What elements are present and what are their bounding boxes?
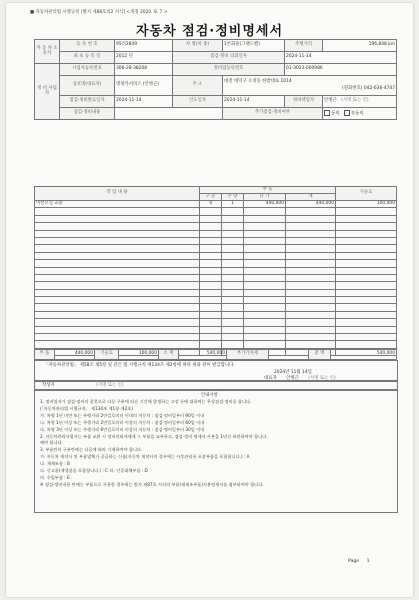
empty-cell	[286, 252, 336, 259]
empty-cell	[336, 289, 397, 296]
empty-cell	[336, 304, 397, 311]
empty-table-row	[35, 215, 397, 222]
empty-cell	[200, 208, 222, 215]
empty-cell	[200, 304, 222, 311]
empty-cell	[222, 341, 244, 348]
empty-table-row	[35, 230, 397, 237]
empty-cell	[286, 289, 336, 296]
notice-line: 가. 차령 1년 미만 또는 주행거리 2만킬로미터 이내의 자동차 : 점검·정비일부터 90일 이내	[40, 412, 205, 418]
empty-cell	[222, 223, 244, 230]
empty-table-row	[35, 208, 397, 215]
empty-cell	[35, 223, 200, 230]
empty-cell	[286, 215, 336, 222]
issuer-name: 안병근	[286, 376, 299, 381]
empty-cell	[286, 230, 336, 237]
total-labor-value: 100,000	[119, 350, 159, 360]
col-unit-header: 단 가	[244, 194, 286, 201]
empty-cell	[200, 334, 222, 341]
empty-cell	[222, 311, 244, 318]
empty-cell	[336, 215, 397, 222]
empty-cell	[336, 223, 397, 230]
empty-cell	[222, 334, 244, 341]
mechanic-label: 정비책임자	[285, 96, 323, 108]
finish-date-value: 2024-11-14	[115, 96, 173, 108]
empty-cell	[222, 208, 244, 215]
empty-cell	[35, 326, 200, 333]
form-header-note: ■ 자동차관리법 시행규칙 [별지 제88호의2 서식] <개정 2020. 8. 7.>	[30, 10, 168, 15]
empty-cell	[244, 274, 286, 281]
empty-cell	[244, 230, 286, 237]
empty-cell	[244, 326, 286, 333]
vat-label: 부가가치세	[227, 350, 269, 360]
delivery-date-value: 2024-11-14	[223, 96, 285, 108]
empty-table-row	[35, 245, 397, 252]
subtotal-label: 소 계	[159, 350, 179, 360]
empty-cell	[286, 267, 336, 274]
type-cell: 정	[200, 201, 222, 208]
total-labor-label: 기술료	[95, 350, 119, 360]
work-name-cell: 미션오일 교환	[35, 201, 200, 208]
empty-cell	[200, 230, 222, 237]
empty-cell	[336, 282, 397, 289]
empty-cell	[286, 311, 336, 318]
empty-cell	[336, 237, 397, 244]
empty-cell	[222, 319, 244, 326]
company-value: 명성카서비스 (안병근)	[115, 76, 173, 96]
owner-section-label: 자 동 차 소유자	[35, 40, 60, 64]
empty-cell	[244, 208, 286, 215]
empty-cell	[200, 245, 222, 252]
notice-line: 나. 차령 1년 이상 또는 주행거리 2만킬로미터 이상의 자동차 : 점검·정비일부터 60일 이내	[40, 419, 205, 425]
empty-table-row	[35, 223, 397, 230]
empty-cell	[244, 334, 286, 341]
reg-no-value: 95러2849	[115, 40, 173, 52]
empty-cell	[35, 215, 200, 222]
empty-cell	[222, 282, 244, 289]
grand-total-label: 총 액	[309, 350, 331, 360]
empty-table-row	[35, 289, 397, 296]
empty-cell	[336, 297, 397, 304]
empty-cell	[286, 319, 336, 326]
mechanic-sign: (서명 또는 인)	[341, 98, 369, 104]
empty-cell	[336, 326, 397, 333]
empty-cell	[35, 260, 200, 267]
inspection-date-value: 2024-11-14	[285, 52, 397, 64]
empty-cell	[244, 260, 286, 267]
empty-cell	[200, 237, 222, 244]
empty-cell	[200, 267, 222, 274]
extra-label: 추가점검·정비여부	[223, 108, 323, 120]
empty-cell	[35, 304, 200, 311]
qty-cell: 1	[222, 201, 244, 208]
empty-table-row	[35, 282, 397, 289]
phone-value: 042-636-4747	[363, 86, 395, 91]
extra-check-cell[interactable]	[323, 108, 397, 120]
empty-cell	[286, 223, 336, 230]
empty-cell	[336, 334, 397, 341]
empty-table-row	[35, 304, 397, 311]
empty-cell	[244, 341, 286, 348]
total-parts-label: 부 품	[35, 350, 55, 360]
empty-table-row	[35, 319, 397, 326]
issuer-sign: (서명 또는 인)	[308, 376, 336, 381]
empty-cell	[35, 289, 200, 296]
col-qty-header: 수 량	[222, 194, 244, 201]
empty-cell	[244, 297, 286, 304]
empty-cell	[222, 215, 244, 222]
empty-cell	[200, 297, 222, 304]
phone-label: (전화번호)	[342, 86, 363, 91]
empty-cell	[200, 282, 222, 289]
empty-cell	[35, 274, 200, 281]
shop-reg-no-value: 01-3023-000986	[285, 64, 397, 76]
empty-table-row	[35, 326, 397, 333]
first-reg-value: 2012 년	[115, 52, 173, 64]
empty-cell	[222, 274, 244, 281]
writer-sign: (서명 또는 인)	[96, 383, 124, 388]
empty-cell	[244, 237, 286, 244]
empty-cell	[200, 223, 222, 230]
empty-cell	[222, 245, 244, 252]
empty-cell	[200, 252, 222, 259]
mileage-value: 196,848 km	[323, 40, 397, 52]
notice-line: (「자동차관리법 시행규칙」 제134조 제1항 제2호)	[40, 405, 133, 411]
empty-cell	[336, 311, 397, 318]
agree-label: 동의	[331, 111, 340, 117]
empty-table-row	[35, 341, 397, 348]
work-items-table	[34, 186, 397, 356]
empty-cell	[336, 252, 397, 259]
empty-cell	[336, 274, 397, 281]
empty-cell	[286, 297, 336, 304]
empty-cell	[286, 326, 336, 333]
issue-date: 2024년 11월 14일	[274, 370, 312, 375]
empty-cell	[200, 319, 222, 326]
agree-checkbox[interactable]	[324, 110, 330, 116]
empty-cell	[200, 274, 222, 281]
vehicle-info-table	[34, 39, 397, 120]
empty-cell	[336, 230, 397, 237]
notice-line: ※ 점검·정비내용 란에는 부품으로 사용한 경우에는 별지 제87호 서식의 부품(재제조부품)사용명세서를 첨부하여야 합니다.	[40, 481, 264, 487]
empty-table-row	[35, 274, 397, 281]
empty-cell	[244, 223, 286, 230]
total-parts-value: 440,000	[55, 350, 95, 360]
empty-cell	[286, 245, 336, 252]
empty-cell	[336, 245, 397, 252]
empty-cell	[35, 319, 200, 326]
writer-label: 작성자	[42, 383, 55, 388]
empty-table-row	[35, 297, 397, 304]
empty-cell	[35, 237, 200, 244]
empty-cell	[336, 208, 397, 215]
car-name-label: 차 명(차 종)	[173, 40, 223, 52]
unit-cell: 440,000	[244, 201, 286, 208]
page-number: 1	[366, 559, 370, 564]
company-label: 상호명(대표자)	[60, 76, 115, 96]
parts-header: 부 품	[200, 187, 336, 194]
empty-cell	[200, 311, 222, 318]
notice-title: 안내사항	[201, 393, 218, 398]
empty-cell	[222, 230, 244, 237]
amount-cell: 440,000	[286, 201, 336, 208]
empty-cell	[286, 282, 336, 289]
labor-cell: 100,000	[336, 201, 397, 208]
empty-cell	[222, 267, 244, 274]
empty-cell	[286, 208, 336, 215]
notice-line: 2. 자동차관리사업자는 부품 교환 시 정비의뢰자에게 그 부품을 교부하고, 점검·정비 명세서 사본을 1년간 보관하여야 합니다.	[40, 433, 268, 439]
empty-cell	[286, 304, 336, 311]
notice-line: 다. 중고품(재생품을 포함합니다.) : C 라. 인증대체부품 : D	[40, 468, 148, 474]
document-sheet	[6, 3, 413, 597]
empty-cell	[222, 289, 244, 296]
reg-no-label: 등 록 번 호	[60, 40, 115, 52]
empty-table-row	[35, 267, 397, 274]
empty-cell	[35, 282, 200, 289]
col-type-header: 구 분	[200, 194, 222, 201]
empty-cell	[336, 260, 397, 267]
shop-section-label: 정 비 사업자	[35, 64, 60, 120]
empty-cell	[286, 237, 336, 244]
car-name-value: 1톤화물(그랜드밴)	[223, 40, 285, 52]
empty-cell	[35, 245, 200, 252]
mileage-label: 주행거리	[285, 40, 323, 52]
table-row	[35, 201, 397, 208]
inspection-date-label: 점검·정비 의뢰일자	[173, 52, 285, 64]
empty-cell	[244, 311, 286, 318]
subtotal-value: 540,000	[179, 350, 227, 360]
empty-cell	[336, 267, 397, 274]
empty-table-row	[35, 237, 397, 244]
empty-table-row	[35, 334, 397, 341]
empty-cell	[200, 215, 222, 222]
empty-cell	[286, 334, 336, 341]
notice-line: 마. 수입부품 : E	[40, 474, 70, 480]
empty-cell	[35, 297, 200, 304]
notice-line: 1. 정비업자가 점검·정비의 잘못으로 다음 구분에 따른 기간에 발생하는 고장 등에 대하여는 무상점검·정비를 합니다.	[40, 399, 252, 404]
empty-cell	[244, 267, 286, 274]
empty-cell	[222, 237, 244, 244]
empty-cell	[244, 319, 286, 326]
delivery-date-label: 인도일자	[173, 96, 223, 108]
notice-line: 나. 재제조품 : B	[40, 461, 70, 467]
mechanic-value: 안병근	[324, 98, 337, 104]
empty-cell	[35, 341, 200, 348]
empty-cell	[35, 334, 200, 341]
empty-cell	[200, 341, 222, 348]
empty-cell	[222, 326, 244, 333]
empty-cell	[286, 341, 336, 348]
empty-cell	[200, 289, 222, 296]
empty-table-row	[35, 252, 397, 259]
empty-cell	[222, 260, 244, 267]
notice-line: 3. 부품란의 구분란에는 다음에 따라 기재하여야 합니다.	[40, 447, 143, 453]
empty-cell	[35, 230, 200, 237]
address-label: 주 소	[173, 76, 223, 96]
empty-cell	[35, 311, 200, 318]
address-value: 대전 대덕구 오정동 한밭대로 1014	[224, 78, 292, 84]
empty-cell	[35, 208, 200, 215]
disagree-checkbox[interactable]	[344, 110, 350, 116]
work-items-body	[35, 201, 397, 356]
work-header: 작 업 내 용	[35, 187, 200, 201]
empty-cell	[35, 252, 200, 259]
col-amount-header: 계	[286, 194, 336, 201]
disagree-label: 부동의	[350, 111, 364, 117]
empty-table-row	[35, 260, 397, 267]
empty-cell	[336, 319, 397, 326]
empty-cell	[222, 297, 244, 304]
vat-value	[269, 350, 309, 360]
empty-cell	[35, 267, 200, 274]
biz-no-value: 306-28-38208	[115, 64, 173, 76]
labor-header: 기술료	[336, 187, 397, 201]
empty-cell	[244, 252, 286, 259]
request-label: 점검·정비내용	[60, 108, 115, 120]
notice-list	[40, 399, 390, 489]
notice-line: 다. 차령 3년 이상 또는 주행거리 6만킬로미터 이상의 자동차 : 점검·정비일부터 30일 이내	[40, 426, 205, 432]
issuer-label: 대표자	[264, 376, 277, 381]
empty-cell	[244, 245, 286, 252]
empty-table-row	[35, 311, 397, 318]
empty-cell	[244, 215, 286, 222]
grand-total-value: 540,000	[331, 350, 397, 360]
notice-line: 에야 합니다.	[40, 440, 63, 446]
empty-cell	[222, 304, 244, 311]
first-reg-label: 최 초 등 록 일	[60, 52, 115, 64]
empty-cell	[286, 260, 336, 267]
empty-cell	[244, 282, 286, 289]
empty-cell	[200, 260, 222, 267]
shop-reg-no-label: 정비업등록번호	[173, 64, 285, 76]
empty-cell	[336, 341, 397, 348]
empty-cell	[222, 252, 244, 259]
page-title: 자동차 점검·정비명세서	[135, 24, 284, 39]
finish-date-label: 점검·정비완료일자	[60, 96, 115, 108]
empty-cell	[200, 326, 222, 333]
law-statement: 「자동차관리법」 제58조 제5항 및 같은 법 시행규칙 제134조 제2항에 따라 위와 같이 발급합니다.	[44, 363, 235, 368]
empty-cell	[244, 304, 286, 311]
empty-cell	[244, 289, 286, 296]
page-label: Page	[348, 559, 360, 564]
biz-no-label: 사업자등록번호	[60, 64, 115, 76]
totals-table	[34, 349, 397, 360]
notice-line: 가. 자동차 제작사 및 부품업체가 공급하는 신품(자동차 제작사의 경우에는 사후관리용 포장부품을 포함합니다.) : A	[40, 454, 250, 460]
empty-cell	[286, 274, 336, 281]
